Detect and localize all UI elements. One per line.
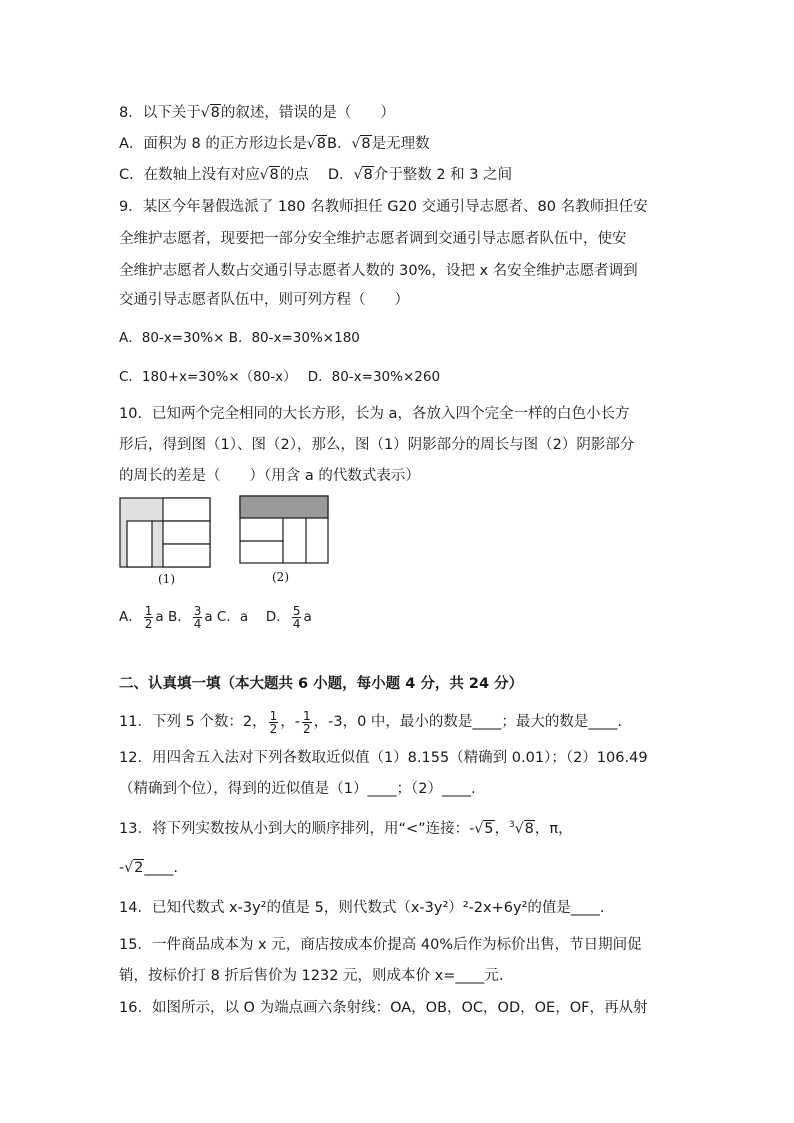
- q9-line-2: 全维护志愿者，现要把一部分安全维护志愿者调到交通引导志愿者队伍中，使安: [119, 231, 627, 247]
- q9-line-4: 交通引导志愿者队伍中，则可列方程（ ）: [119, 292, 409, 308]
- q11: 11．下列 5 个数：2， $\frac{1}{2}$ ，- $\frac{1}{2}$ ，-3，0 中，最小的数是____；最大的数是____.: [119, 708, 623, 736]
- fraction: $\frac{1}{2}$: [269, 708, 278, 736]
- sqrt-symbol: √2: [124, 860, 144, 876]
- section-2-heading: 二、认真填一填（本大题共 6 小题，每小题 4 分，共 24 分）: [119, 676, 524, 692]
- sqrt-symbol: √5: [474, 820, 494, 837]
- figure-1-label: (1): [158, 572, 175, 586]
- q15-line-1: 15．一件商品成本为 x 元，商店按成本价提高 40%后作为标价出售，节日期间促: [119, 937, 642, 953]
- fraction: $\frac{3}{4}$: [193, 603, 202, 631]
- sqrt-symbol: √8: [259, 167, 279, 183]
- q9-line-1: 9．某区今年暑假选派了 180 名教师担任 G20 交通引导志愿者、80 名教师担任安: [119, 199, 648, 215]
- q14: 14．已知代数式 x-3y²的值是 5，则代数式（x-3y²）²-2x+6y²的值是____.: [119, 900, 605, 916]
- figure-2: [239, 495, 331, 565]
- sqrt-symbol: √8: [353, 167, 373, 183]
- q12-line-2: （精确到个位），得到的近似值是（1）____；（2）____.: [119, 781, 476, 797]
- figure-1: [119, 497, 213, 569]
- q12-line-1: 12．用四舍五入法对下列各数取近似值（1）8.155（精确到 0.01）；（2）106.49: [119, 750, 648, 766]
- cube-root-symbol: $^3$√8: [509, 820, 534, 837]
- sqrt-symbol: √8: [351, 136, 371, 152]
- fraction: $\frac{5}{4}$: [292, 603, 301, 631]
- q10-options: A． $\frac{1}{2}$ a B． $\frac{3}{4}$ a C．a D． $\frac{5}{4}$ a: [119, 603, 312, 631]
- fraction: $\frac{1}{2}$: [144, 603, 153, 631]
- q9-options-cd: C．180+x=30%×（80-x） D．80-x=30%×260: [119, 369, 441, 385]
- figure-2-label: (2): [272, 570, 289, 584]
- q13-line-2: -√2____.: [119, 860, 178, 876]
- sqrt-symbol: √8: [200, 105, 220, 121]
- fraction: $\frac{1}{2}$: [303, 708, 311, 736]
- q10-line-3: 的周长的差是（ ）（用含 a 的代数式表示）: [119, 468, 420, 484]
- q8-options-ab: A．面积为 8 的正方形边长是√8B．√8是无理数: [119, 136, 430, 152]
- q8-options-cd: C．在数轴上没有对应√8的点 D．√8介于整数 2 和 3 之间: [119, 167, 513, 183]
- q16-line-1: 16．如图所示，以 O 为端点画六条射线：OA，OB，OC，OD，OE，OF，再从射: [119, 1000, 648, 1016]
- q9-options-ab: A．80-x=30%× B．80-x=30%×180: [119, 330, 360, 346]
- q9-line-3: 全维护志愿者人数占交通引导志愿者人数的 30%，设把 x 名安全维护志愿者调到: [119, 263, 638, 279]
- q8-stem: 8．以下关于√8的叙述，错误的是（ ）: [119, 105, 395, 121]
- sqrt-symbol: √8: [306, 136, 327, 152]
- q10-line-1: 10．已知两个完全相同的大长方形，长为 a，各放入四个完全一样的白色小长方: [119, 406, 630, 422]
- q15-line-2: 销，按标价打 8 折后售价为 1232 元，则成本价 x=____元.: [119, 968, 504, 984]
- q13-line-1: 13．将下列实数按从小到大的顺序排列，用“<”连接：-√5，$^3$√8，π，: [119, 815, 573, 839]
- q10-line-2: 形后，得到图（1）、图（2），那么，图（1）阴影部分的周长与图（2）阴影部分: [119, 437, 635, 453]
